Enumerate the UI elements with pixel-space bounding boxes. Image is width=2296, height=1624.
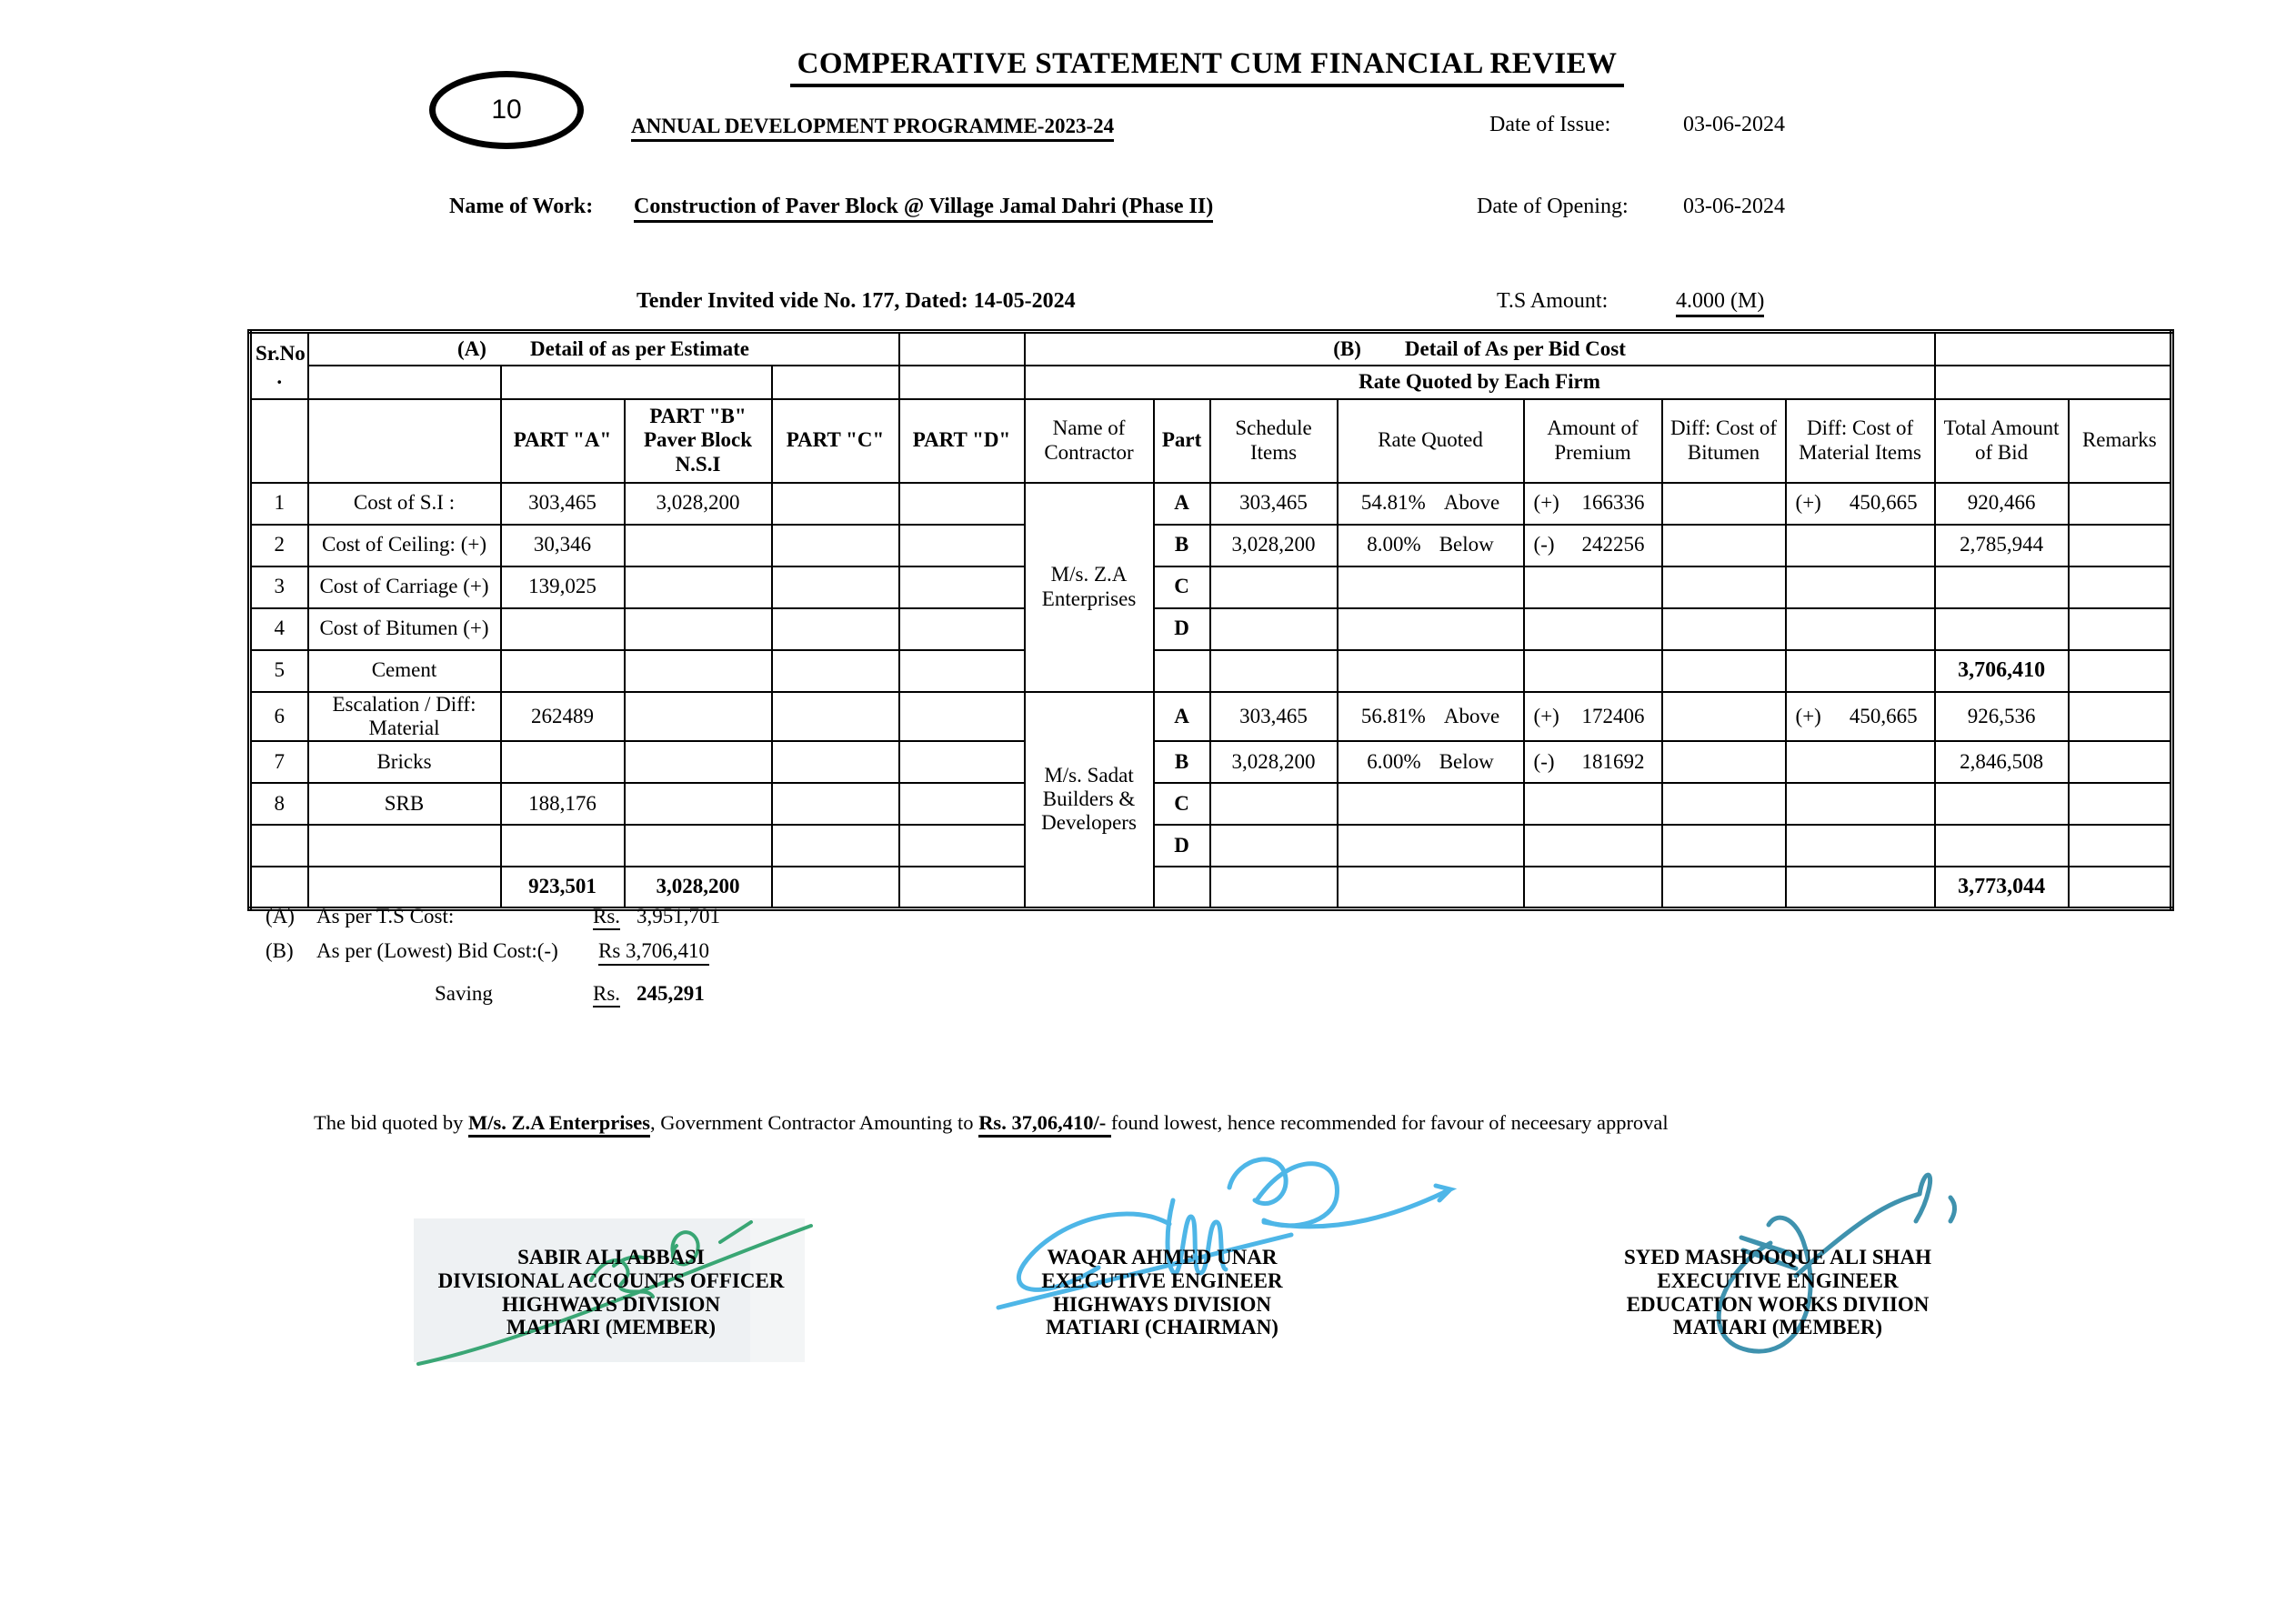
col-header-remarks: Remarks <box>2069 399 2172 483</box>
gap-cell <box>308 399 501 483</box>
rate-pct: 56.81% <box>1360 704 1426 727</box>
subtotal-cell <box>1154 650 1210 692</box>
desc-cell: Cost of Carriage (+) <box>308 566 501 608</box>
premium-value: 172406 <box>1581 704 1645 727</box>
rs-label: Rs. <box>593 982 620 1007</box>
part-d-cell <box>899 608 1025 650</box>
sr-cell: 4 <box>250 608 308 650</box>
sr-cell: 6 <box>250 692 308 742</box>
schedule-cell <box>1210 566 1338 608</box>
desc-cell: Cement <box>308 650 501 692</box>
rate-cell <box>1338 566 1524 608</box>
table-row <box>250 608 2172 650</box>
part-b-cell <box>625 783 772 825</box>
gap-cell <box>501 366 772 399</box>
rate-pct: 6.00% <box>1367 750 1421 774</box>
contractor-cell: M/s. Z.A Enterprises <box>1025 483 1154 692</box>
total-bid-cell: 920,466 <box>1935 483 2069 525</box>
rate-word: Above <box>1443 704 1500 727</box>
premium-cell <box>1524 608 1662 650</box>
part-d-cell <box>899 867 1025 908</box>
subtotal-cell <box>1786 867 1935 908</box>
section-a-header <box>308 332 899 366</box>
date-of-opening-value: 03-06-2024 <box>1683 195 1785 218</box>
col-header-schedule: Schedule Items <box>1210 399 1338 483</box>
col-header-part-a: PART "A" <box>501 399 625 483</box>
part-b-cell <box>625 525 772 566</box>
material-sign: (+) <box>1795 704 1821 727</box>
rate-cell <box>1338 483 1524 525</box>
part-a-cell <box>501 825 625 867</box>
part-b-cell <box>625 825 772 867</box>
ts-amount-value: 4.000 (M) <box>1676 289 1764 317</box>
schedule-cell: 303,465 <box>1210 483 1338 525</box>
part-b-cell <box>625 650 772 692</box>
part-letter-cell: A <box>1154 692 1210 742</box>
remarks-cell <box>2069 566 2172 608</box>
signatory-seat: MATIARI (MEMBER) <box>506 1316 717 1339</box>
part-a-cell: 139,025 <box>501 566 625 608</box>
summary-a-rs <box>593 905 620 928</box>
material-cell <box>1786 608 1935 650</box>
summary-b-amount <box>598 939 709 966</box>
part-b-total: 3,028,200 <box>625 867 772 908</box>
part-c-cell <box>772 650 899 692</box>
section-b-title: Detail of As per Bid Cost <box>1404 336 1626 360</box>
subtotal-cell <box>1154 867 1210 908</box>
part-a-cell: 30,346 <box>501 525 625 566</box>
sr-no-line1: Sr.No <box>256 341 306 365</box>
subtotal-cell <box>1210 867 1338 908</box>
part-letter-cell: B <box>1154 525 1210 566</box>
section-a-title: Detail of as per Estimate <box>529 336 749 360</box>
signatory-seat: MATIARI (MEMBER) <box>1672 1316 1883 1339</box>
subtotal-cell <box>1786 650 1935 692</box>
part-letter-cell: B <box>1154 741 1210 783</box>
rate-pct: 8.00% <box>1367 533 1421 556</box>
summary-b-tag: (B) <box>266 939 294 962</box>
subtotal-cell <box>1210 650 1338 692</box>
rate-cell <box>1338 783 1524 825</box>
material-cell <box>1786 483 1935 525</box>
part-b-cell <box>625 741 772 783</box>
section-b-tag: (B) <box>1333 336 1361 360</box>
rate-word: Below <box>1439 533 1494 556</box>
bitumen-cell <box>1662 483 1786 525</box>
desc-cell: Bricks <box>308 741 501 783</box>
material-cell <box>1786 825 1935 867</box>
recommendation-line <box>314 1111 1669 1135</box>
premium-value: 166336 <box>1581 491 1645 515</box>
sr-cell: 8 <box>250 783 308 825</box>
signatory-org: HIGHWAYS DIVISION <box>501 1292 721 1316</box>
table-row-totals <box>250 867 2172 908</box>
material-value: 450,665 <box>1849 491 1918 515</box>
contractor-cell: M/s. Sadat Builders & Developers <box>1025 692 1154 909</box>
summary-a-text: As per T.S Cost: <box>316 905 455 927</box>
title-row <box>118 47 2296 87</box>
saving-label: Saving <box>435 982 493 1005</box>
rate-word: Above <box>1443 491 1500 515</box>
date-of-opening-label: Date of Opening: <box>1477 195 1629 218</box>
col-header-premium: Amount of Premium <box>1524 399 1662 483</box>
signatory-seat: MATIARI (CHAIRMAN) <box>1046 1316 1278 1339</box>
signatory-role: EXECUTIVE ENGINEER <box>1041 1268 1283 1292</box>
part-d-cell <box>899 783 1025 825</box>
part-d-cell <box>899 692 1025 742</box>
part-c-cell <box>772 783 899 825</box>
part-d-cell <box>899 483 1025 525</box>
gap-cell <box>308 366 501 399</box>
lowest-bid-value: 3,706,410 <box>626 939 710 962</box>
summary-a-value: 3,951,701 <box>637 905 720 927</box>
name-of-work-label: Name of Work: <box>449 195 594 218</box>
part-a-cell: 262489 <box>501 692 625 742</box>
header-row-sections <box>250 332 2172 366</box>
part-c-cell <box>772 483 899 525</box>
desc-cell: Cost of S.I : <box>308 483 501 525</box>
signatory-name: SABIR ALI ABBASI <box>517 1246 705 1268</box>
sr-cell: 5 <box>250 650 308 692</box>
part-d-cell <box>899 525 1025 566</box>
remarks-cell <box>2069 525 2172 566</box>
part-letter-cell: D <box>1154 825 1210 867</box>
remarks-cell <box>2069 608 2172 650</box>
remarks-cell <box>2069 692 2172 742</box>
table-row <box>250 525 2172 566</box>
bitumen-cell <box>1662 608 1786 650</box>
gap-cell <box>250 399 308 483</box>
remarks-cell <box>2069 741 2172 783</box>
signature-block-chairman <box>907 1246 1417 1339</box>
remarks-cell <box>2069 783 2172 825</box>
signature-block-member2 <box>1523 1246 2032 1339</box>
ts-amount-label: T.S Amount: <box>1497 289 1609 313</box>
part-d-cell <box>899 741 1025 783</box>
total-bid-cell <box>1935 825 2069 867</box>
date-of-issue-label: Date of Issue: <box>1489 113 1611 136</box>
total-bid-cell <box>1935 783 2069 825</box>
serial-badge-circle <box>429 71 584 149</box>
part-letter-cell: A <box>1154 483 1210 525</box>
remarks-cell <box>2069 825 2172 867</box>
table-row <box>250 825 2172 867</box>
col-header-total: Total Amount of Bid <box>1935 399 2069 483</box>
subtotal-cell <box>1662 650 1786 692</box>
sr-cell <box>250 825 308 867</box>
col-header-part-c: PART "C" <box>772 399 899 483</box>
programme-heading: ANNUAL DEVELOPMENT PROGRAMME-2023-24 <box>631 115 1114 142</box>
premium-cell <box>1524 825 1662 867</box>
part-letter-cell: C <box>1154 783 1210 825</box>
premium-value: 242256 <box>1581 533 1645 556</box>
part-b-cell <box>625 608 772 650</box>
part-a-cell: 188,176 <box>501 783 625 825</box>
rate-cell <box>1338 692 1524 742</box>
firm1-subtotal-value: 3,706,410 <box>1935 650 2069 692</box>
table-row <box>250 692 2172 742</box>
desc-cell: SRB <box>308 783 501 825</box>
header-row-columns <box>250 399 2172 483</box>
material-sign: (+) <box>1795 491 1821 515</box>
saving-rs <box>593 982 620 1006</box>
signatory-role: EXECUTIVE ENGINEER <box>1657 1268 1899 1292</box>
table-row <box>250 741 2172 783</box>
part-c-cell <box>772 608 899 650</box>
reco-suffix: found lowest, hence recommended for favour of neceesary approval <box>1110 1111 1669 1134</box>
rate-cell <box>1338 608 1524 650</box>
subtotal-cell <box>1524 867 1662 908</box>
premium-sign: (+) <box>1533 704 1559 727</box>
header-row-banner <box>250 366 2172 399</box>
rate-quoted-banner: Rate Quoted by Each Firm <box>1025 366 1935 399</box>
bitumen-cell <box>1662 783 1786 825</box>
sr-no-line2: . <box>276 366 283 389</box>
premium-cell <box>1524 525 1662 566</box>
bitumen-cell <box>1662 525 1786 566</box>
part-b-cell: 3,028,200 <box>625 483 772 525</box>
firm2-subtotal-value: 3,773,044 <box>1935 867 2069 908</box>
desc-cell <box>308 867 501 908</box>
table-row <box>250 566 2172 608</box>
rate-cell <box>1338 741 1524 783</box>
saving-value: 245,291 <box>637 982 705 1005</box>
summary-a-tag: (A) <box>266 905 295 927</box>
total-bid-cell <box>1935 608 2069 650</box>
sr-cell: 1 <box>250 483 308 525</box>
col-header-part-b: PART "B" Paver Block N.S.I <box>625 399 772 483</box>
section-a-tag: (A) <box>457 336 486 360</box>
sr-cell <box>250 867 308 908</box>
name-of-work-value: Construction of Paver Block @ Village Jamal Dahri (Phase II) <box>634 195 1213 223</box>
material-cell <box>1786 566 1935 608</box>
part-b-cell <box>625 692 772 742</box>
premium-cell <box>1524 741 1662 783</box>
col-header-material: Diff: Cost of Material Items <box>1786 399 1935 483</box>
signatory-org: EDUCATION WORKS DIVIION <box>1626 1292 1930 1316</box>
subtotal-cell <box>1662 867 1786 908</box>
gap-cell <box>899 332 1025 366</box>
part-d-cell <box>899 825 1025 867</box>
col-header-part: Part <box>1154 399 1210 483</box>
part-c-cell <box>772 825 899 867</box>
subtotal-cell <box>2069 650 2172 692</box>
signatory-name: SYED MASHOOQUE ALI SHAH <box>1623 1246 1932 1268</box>
sr-no-header <box>250 332 308 399</box>
premium-value: 181692 <box>1581 750 1645 774</box>
part-letter-cell: D <box>1154 608 1210 650</box>
total-bid-cell <box>1935 566 2069 608</box>
part-c-cell <box>772 867 899 908</box>
rs-label: Rs <box>598 939 621 962</box>
schedule-cell <box>1210 783 1338 825</box>
gap-cell <box>1935 366 2172 399</box>
total-bid-cell: 2,846,508 <box>1935 741 2069 783</box>
reco-amount: Rs. 37,06,410/- <box>978 1111 1111 1138</box>
table-row <box>250 783 2172 825</box>
bitumen-cell <box>1662 566 1786 608</box>
material-cell <box>1786 783 1935 825</box>
total-bid-cell: 926,536 <box>1935 692 2069 742</box>
signature-block-member1 <box>356 1246 866 1339</box>
sr-cell: 2 <box>250 525 308 566</box>
signatory-org: HIGHWAYS DIVISION <box>1052 1292 1272 1316</box>
premium-cell <box>1524 566 1662 608</box>
signatory-name: WAQAR AHMED UNAR <box>1047 1246 1278 1268</box>
part-a-cell <box>501 608 625 650</box>
date-of-issue-value: 03-06-2024 <box>1683 113 1785 136</box>
section-b-header <box>1025 332 1935 366</box>
bitumen-cell <box>1662 741 1786 783</box>
desc-cell: Escalation / Diff: Material <box>308 692 501 742</box>
premium-cell <box>1524 483 1662 525</box>
schedule-cell: 3,028,200 <box>1210 525 1338 566</box>
table-row-subtotal-firm1 <box>250 650 2172 692</box>
remarks-cell <box>2069 483 2172 525</box>
gap-cell <box>1935 332 2172 366</box>
part-b-cell <box>625 566 772 608</box>
bitumen-cell <box>1662 692 1786 742</box>
subtotal-cell <box>1524 650 1662 692</box>
schedule-cell <box>1210 825 1338 867</box>
material-cell <box>1786 525 1935 566</box>
rate-pct: 54.81% <box>1360 491 1426 515</box>
material-value: 450,665 <box>1849 704 1918 727</box>
part-c-cell <box>772 741 899 783</box>
reco-middle: , Government Contractor Amounting to <box>649 1111 979 1134</box>
desc-cell <box>308 825 501 867</box>
serial-number: 10 <box>491 95 522 125</box>
part-d-cell <box>899 566 1025 608</box>
table-row <box>250 483 2172 525</box>
desc-cell: Cost of Bitumen (+) <box>308 608 501 650</box>
premium-cell <box>1524 692 1662 742</box>
rate-word: Below <box>1439 750 1494 774</box>
schedule-cell: 3,028,200 <box>1210 741 1338 783</box>
part-c-cell <box>772 566 899 608</box>
part-c-cell <box>772 525 899 566</box>
premium-sign: (-) <box>1533 750 1555 774</box>
subtotal-cell <box>2069 867 2172 908</box>
part-a-cell: 303,465 <box>501 483 625 525</box>
desc-cell: Cost of Ceiling: (+) <box>308 525 501 566</box>
rs-label: Rs. <box>593 905 620 930</box>
part-a-cell <box>501 650 625 692</box>
subtotal-cell <box>1338 867 1524 908</box>
premium-cell <box>1524 783 1662 825</box>
material-cell <box>1786 692 1935 742</box>
rate-cell <box>1338 525 1524 566</box>
col-header-part-d: PART "D" <box>899 399 1025 483</box>
summary-b-text: As per (Lowest) Bid Cost:(-) <box>316 939 558 962</box>
part-c-cell <box>772 692 899 742</box>
part-a-cell <box>501 741 625 783</box>
col-header-bitumen: Diff: Cost of Bitumen <box>1662 399 1786 483</box>
bitumen-cell <box>1662 825 1786 867</box>
col-header-contractor: Name of Contractor <box>1025 399 1154 483</box>
material-cell <box>1786 741 1935 783</box>
reco-firm: M/s. Z.A Enterprises <box>468 1111 650 1138</box>
part-a-total: 923,501 <box>501 867 625 908</box>
gap-cell <box>772 366 899 399</box>
gap-cell <box>899 366 1025 399</box>
page-title: COMPERATIVE STATEMENT CUM FINANCIAL REVIEW <box>790 47 1625 87</box>
premium-sign: (-) <box>1533 533 1555 556</box>
sr-cell: 3 <box>250 566 308 608</box>
sr-cell: 7 <box>250 741 308 783</box>
tender-invite-line: Tender Invited vide No. 177, Dated: 14-05-2024 <box>637 289 1076 313</box>
schedule-cell: 303,465 <box>1210 692 1338 742</box>
rate-cell <box>1338 825 1524 867</box>
col-header-rate: Rate Quoted <box>1338 399 1524 483</box>
part-d-cell <box>899 650 1025 692</box>
reco-prefix: The bid quoted by <box>314 1111 468 1134</box>
subtotal-cell <box>1338 650 1524 692</box>
premium-sign: (+) <box>1533 491 1559 515</box>
part-letter-cell: C <box>1154 566 1210 608</box>
signatory-role: DIVISIONAL ACCOUNTS OFFICER <box>437 1268 785 1292</box>
comparative-table <box>247 329 2174 911</box>
schedule-cell <box>1210 608 1338 650</box>
total-bid-cell: 2,785,944 <box>1935 525 2069 566</box>
